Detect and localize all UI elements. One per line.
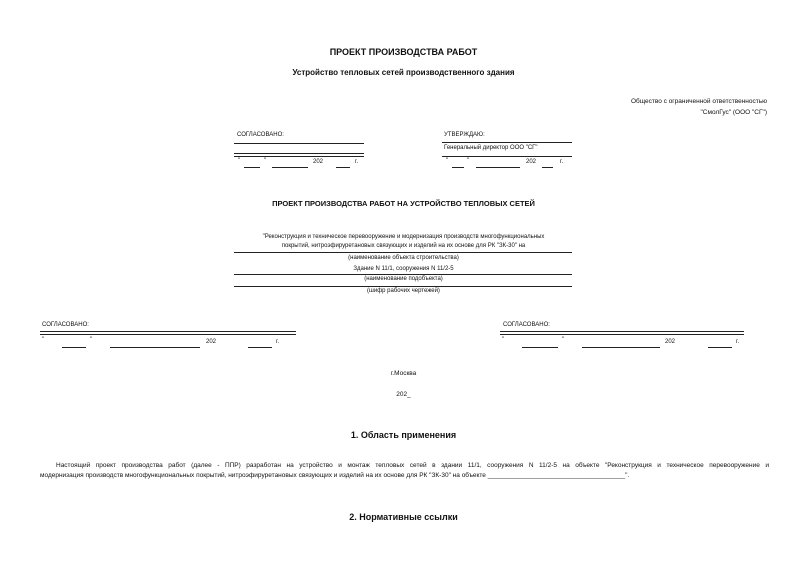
city: г.Москва (390, 370, 417, 377)
field-line (234, 252, 572, 253)
date-year-blank (336, 167, 350, 168)
signature-line (234, 156, 364, 157)
main-heading: ПРОЕКТ ПРОИЗВОДСТВА РАБОТ НА УСТРОЙСТВО ТЕПЛОВЫХ СЕТЕЙ (272, 199, 535, 208)
document-subtitle: Устройство тепловых сетей производственного здания (292, 68, 515, 77)
date-quote-close: " (467, 158, 470, 164)
date-year-blank (248, 347, 272, 348)
approver-position: Генеральный директор ООО "СГ" (444, 145, 538, 151)
date-month-blank (272, 167, 308, 168)
signature-line (442, 156, 572, 157)
date-year-suffix: г. (560, 159, 564, 165)
date-day-blank (452, 167, 464, 168)
date-year: 202 (526, 159, 537, 165)
date-month-blank (582, 347, 660, 348)
drawings-code-caption: (шифр рабочих чертежей) (367, 288, 440, 294)
signature-line (234, 153, 364, 154)
date-year: 202 (665, 339, 676, 345)
date-quote-close: " (562, 337, 565, 343)
section2-heading: 2. Нормативные ссылки (349, 512, 458, 522)
signature-line (500, 331, 744, 332)
organization-line2: "СмолГус" (ООО "СГ") (700, 109, 767, 116)
date-year-blank (542, 167, 553, 168)
date-year: 202 (313, 159, 324, 165)
date-quote-close: " (264, 158, 267, 164)
field-line (234, 274, 572, 275)
field-line (234, 286, 572, 287)
section1-paragraph-line1: Настоящий проект производства работ (далее - ППР) разработан на устройство и монтаж тепловых сетей в здании 11/1, сооружения N 11/2-5 на объекте "Реконструкция и техническое перевооружение и (56, 462, 769, 469)
signature-line (500, 334, 744, 335)
signature-line (234, 143, 364, 144)
agreed-right-label: СОГЛАСОВАНО: (503, 322, 550, 328)
date-quote-open: " (238, 158, 241, 164)
signature-line (442, 142, 572, 143)
date-year-blank (708, 347, 732, 348)
signature-line (40, 334, 296, 335)
section1-heading: 1. Область применения (350, 430, 457, 440)
document-title: ПРОЕКТ ПРОИЗВОДСТВА РАБОТ (329, 47, 478, 57)
date-year: 202 (206, 339, 217, 345)
date-day-blank (522, 347, 558, 348)
object-name-line1: "Реконструкция и техническое перевооружение и модернизация производств многофункциональных (262, 234, 545, 240)
date-day-blank (62, 347, 86, 348)
date-quote-open: " (502, 337, 505, 343)
date-quote-open: " (446, 158, 449, 164)
agreed-top-label: СОГЛАСОВАНО: (237, 132, 284, 138)
date-quote-close: " (90, 337, 93, 343)
subobject-caption: (наименование подобъекта) (364, 276, 443, 282)
subobject-name: Здание N 11/1, сооружения N 11/2-5 (353, 266, 454, 272)
date-day-blank (244, 167, 260, 168)
date-month-blank (476, 167, 520, 168)
section1-paragraph-line2: модернизация производств многофункциональных покрытий, нитроэфируретановых связующих и изделий на их основе для РК "ЗК-30" на объекте ______________________________________". (40, 472, 630, 479)
date-year-suffix: г. (355, 159, 359, 165)
date-year-suffix: г. (736, 339, 740, 345)
date-month-blank (110, 347, 200, 348)
object-name-caption: (наименование объекта строительства) (348, 255, 459, 261)
object-name-line2: покрытий, нитроэфируретановых связующих и изделий на их основе для РК "ЗК-30" на (281, 243, 526, 249)
date-year-suffix: г. (276, 339, 280, 345)
agreed-left-label: СОГЛАСОВАНО: (42, 322, 89, 328)
approved-label: УТВЕРЖДАЮ: (444, 132, 485, 138)
document-year: 202_ (396, 391, 411, 398)
organization-line1: Общество с ограниченной ответственностью (630, 98, 767, 105)
signature-line (40, 331, 296, 332)
date-quote-open: " (42, 337, 45, 343)
